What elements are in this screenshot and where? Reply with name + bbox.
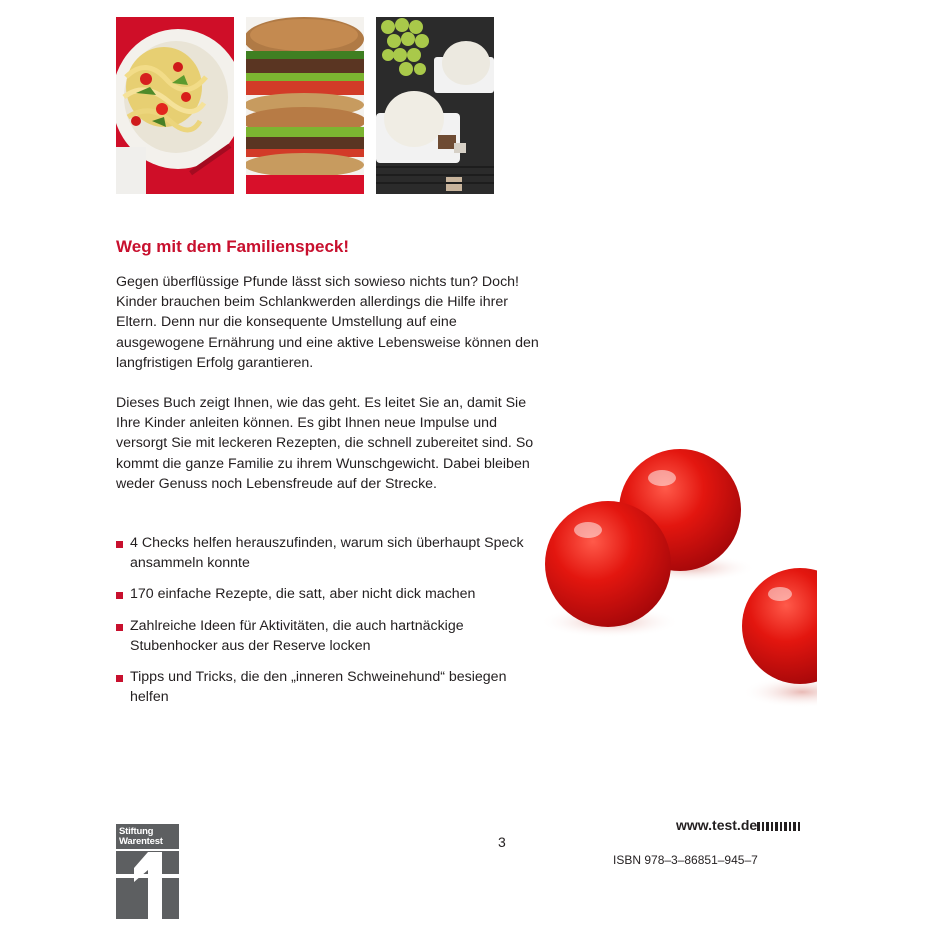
logo-one-icon — [116, 852, 179, 919]
page-number: 3 — [498, 834, 506, 850]
stiftung-warentest-logo — [116, 824, 179, 919]
photo-salad — [116, 17, 234, 194]
list-item-text: Tipps und Tricks, die den „inneren Schweinehund“ besiegen helfen — [130, 669, 507, 706]
website-link[interactable] — [676, 817, 801, 833]
bullet-square-icon — [116, 592, 123, 599]
body-paragraph: Dieses Buch zeigt Ihnen, wie das geht. Es leitet Sie an, damit Sie Ihre Kinder anleiten können. Es gibt Ihnen neue Impulse und versorgt Sie mit leckeren Rezepten, die schnell zubereitet sind. So kommt die ganze Familie zu ihrem Wunschgewicht. Dabei bleiben weder Genuss noch Lebensfreude auf der Strecke. — [116, 395, 534, 492]
list-item — [116, 616, 546, 656]
bullet-square-icon — [116, 675, 123, 682]
logo-divider — [116, 849, 179, 851]
photo-dessert — [376, 17, 494, 194]
page-title: Weg mit dem Familienspeck! — [116, 237, 350, 256]
logo-text-line1: Stiftung — [119, 826, 154, 837]
tomatoes-image — [530, 430, 817, 750]
barcode-graphic — [757, 820, 801, 831]
logo-text-line2: Warentest — [119, 835, 163, 847]
isbn-number: ISBN 978–3–86851–945–7 — [613, 853, 758, 867]
feature-list — [116, 533, 546, 718]
photo-burger — [246, 17, 364, 194]
bullet-square-icon — [116, 624, 123, 631]
list-item-text: Zahlreiche Ideen für Aktivitäten, die auch hartnäckige Stubenhocker aus der Reserve locken — [130, 617, 464, 654]
list-item — [116, 667, 546, 707]
list-item — [116, 533, 546, 573]
list-item-text: 4 Checks helfen herauszufinden, warum sich überhaupt Speck ansammeln konnte — [130, 535, 524, 572]
website-url: www.test.de — [676, 817, 758, 833]
intro-paragraph: Gegen überflüssige Pfunde lässt sich sowieso nichts tun? Doch! Kinder brauchen beim Schlankwerden allerdings die Hilfe ihrer Eltern. Denn nur die konsequente Umstellung auf eine ausgewogene Ernährung und eine aktive Lebensweise können den langfristigen Erfolg garantieren. — [116, 274, 539, 371]
list-item-text: 170 einfache Rezepte, die satt, aber nicht dick machen — [130, 586, 476, 603]
list-item — [116, 584, 546, 604]
bullet-square-icon — [116, 541, 123, 548]
